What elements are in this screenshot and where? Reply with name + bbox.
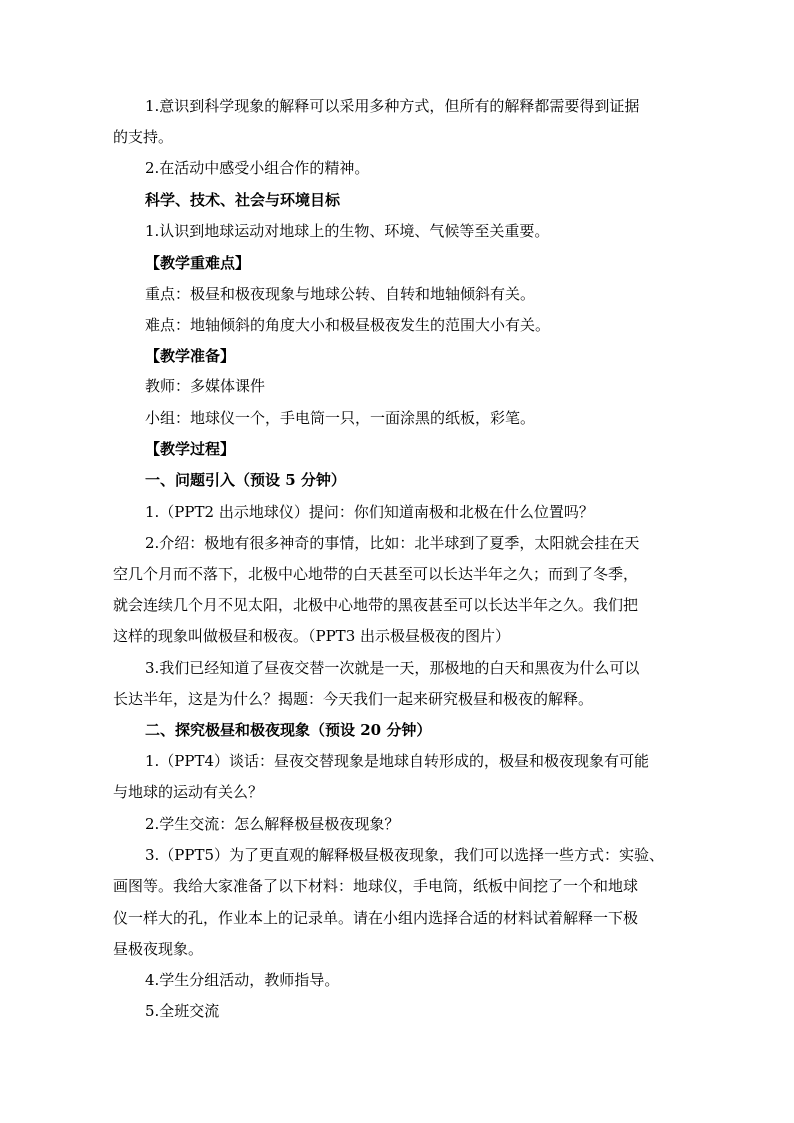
section-heading: 【教学过程】 — [145, 440, 236, 458]
paragraph-line: 与地球的运动有关么？ — [113, 783, 264, 801]
paragraph-line: 3.（PPT5）为了更直观的解释极昼极夜现象，我们可以选择一些方式：实验、 — [145, 846, 665, 864]
paragraph-line: 教师：多媒体课件 — [145, 377, 266, 395]
paragraph-line: 3.我们已经知道了昼夜交替一次就是一天，那极地的白天和黑夜为什么可以 — [145, 659, 640, 677]
paragraph-line: 空几个月而不落下，北极中心地带的白天甚至可以长达半年之久；而到了冬季， — [113, 565, 639, 583]
paragraph-line: 5.全班交流 — [145, 1002, 220, 1020]
paragraph-line: 2.学生交流：怎么解释极昼极夜现象？ — [145, 815, 400, 833]
paragraph-line: 2.在活动中感受小组合作的精神。 — [145, 159, 370, 177]
paragraph-line: 小组：地球仪一个，手电筒一只，一面涂黑的纸板，彩笔。 — [145, 409, 536, 427]
paragraph-line: 画图等。我给大家准备了以下材料：地球仪，手电筒，纸板中间挖了一个和地球 — [113, 877, 639, 895]
paragraph-line: 1.（PPT2 出示地球仪）提问：你们知道南极和北极在什么位置吗？ — [145, 503, 594, 521]
paragraph-line: 这样的现象叫做极昼和极夜。（PPT3 出示极昼极夜的图片） — [113, 627, 511, 645]
paragraph-line: 1.意识到科学现象的解释可以采用多种方式，但所有的解释都需要得到证据 — [145, 97, 640, 115]
paragraph-line: 昼极夜现象。 — [113, 940, 204, 958]
paragraph-line: 2.介绍：极地有很多神奇的事情，比如：北半球到了夏季，太阳就会挂在天 — [145, 534, 640, 552]
section-heading: 二、探究极昼和极夜现象（预设 20 分钟） — [145, 721, 432, 739]
paragraph-line: 重点：极昼和极夜现象与地球公转、自转和地轴倾斜有关。 — [145, 285, 536, 303]
paragraph-line: 就会连续几个月不见太阳，北极中心地带的黑夜甚至可以长达半年之久。我们把 — [113, 596, 639, 614]
paragraph-line: 1.认识到地球运动对地球上的生物、环境、气候等至关重要。 — [145, 222, 550, 240]
paragraph-line: 难点：地轴倾斜的角度大小和极昼极夜发生的范围大小有关。 — [145, 316, 551, 334]
paragraph-line: 4.学生分组活动，教师指导。 — [145, 971, 340, 989]
section-heading: 一、问题引入（预设 5 分钟） — [145, 471, 346, 489]
paragraph-line: 长达半年，这是为什么？揭题：今天我们一起来研究极昼和极夜的解释。 — [113, 690, 594, 708]
paragraph-line: 的支持。 — [113, 128, 174, 146]
section-heading: 【教学重难点】 — [145, 254, 251, 272]
paragraph-line: 仪一样大的孔，作业本上的记录单。请在小组内选择合适的材料试着解释一下极 — [113, 909, 639, 927]
section-heading: 科学、技术、社会与环境目标 — [145, 191, 341, 209]
section-heading: 【教学准备】 — [145, 347, 236, 365]
paragraph-line: 1.（PPT4）谈话：昼夜交替现象是地球自转形成的，极昼和极夜现象有可能 — [145, 752, 650, 770]
